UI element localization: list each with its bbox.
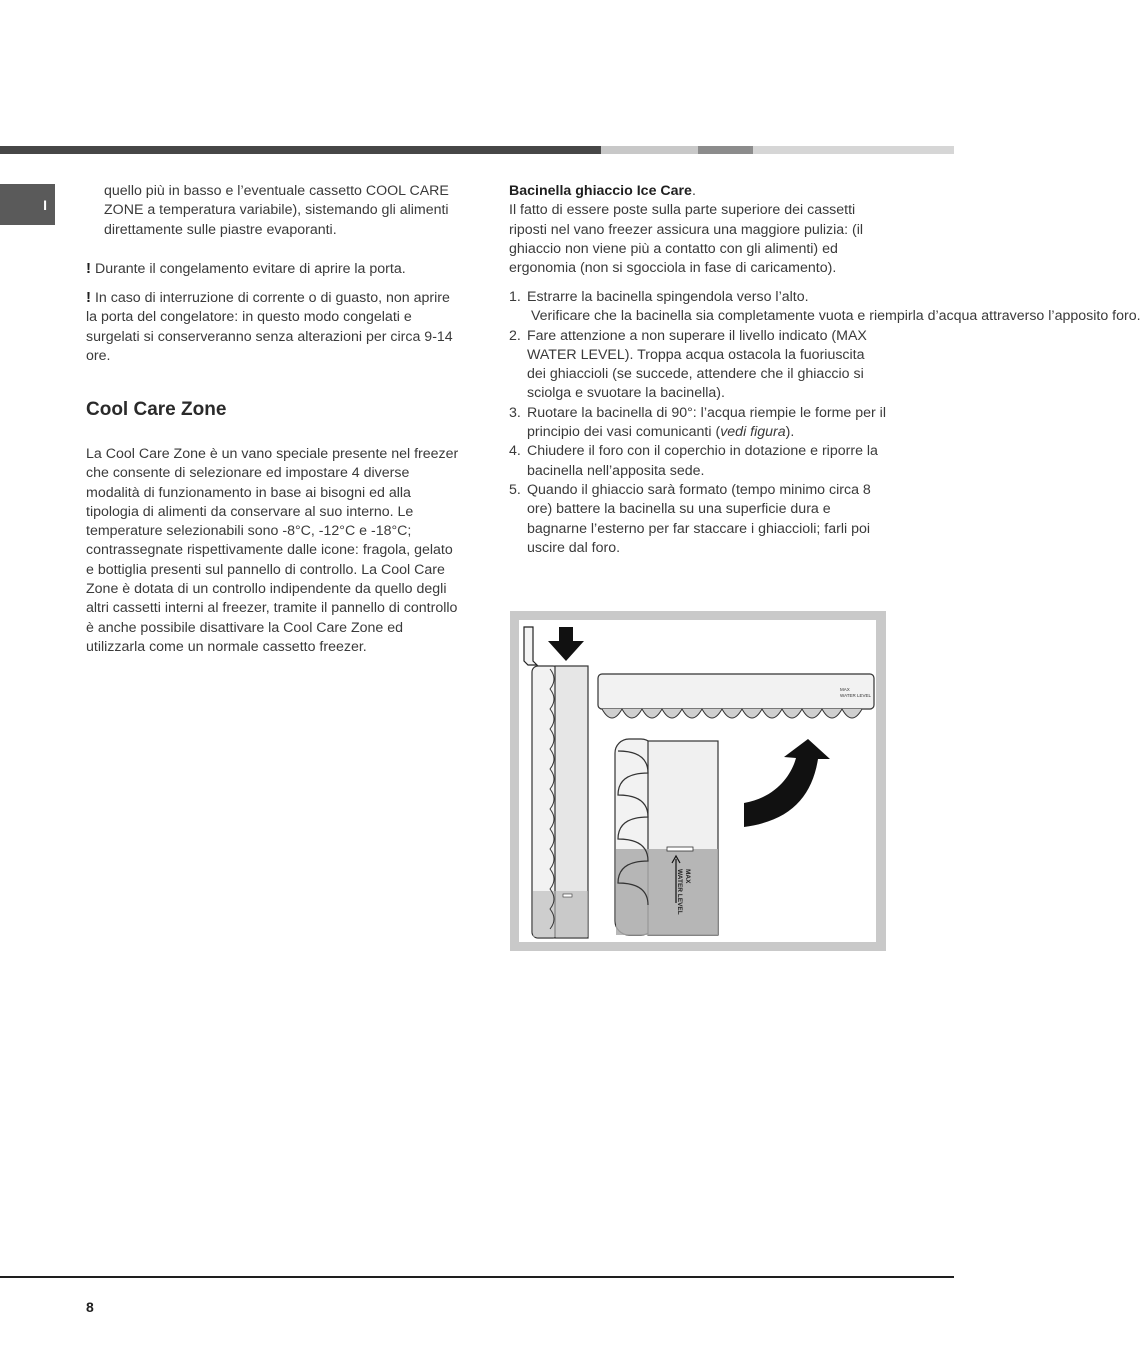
header-bar-light-end [753,146,954,154]
step-text: Estrarre la bacinella spingendola verso l’alto. [527,289,809,305]
language-tab [0,184,55,225]
step-number: 1. [509,289,521,305]
step-number: 5. [509,481,521,498]
step-number: 2. [509,327,521,344]
ice-tray-heading: Bacinella ghiaccio Ice Care [509,183,692,199]
section-body: La Cool Care Zone è un vano speciale presente nel freezer che consente di selezionare ed impostare 4 diverse modalità di funzionamento in base ai bisogni ed alla tipologia di alimenti da conservare al suo interno. Le temperature selezionabili sono -8°C, -12°C e -18°C; contrassegnate rispettivamente dalle icone: fragola, gelato e bottiglia presenti sul pannello di controllo. La Cool Care Zone è dotata di un controllo indipendente da quello degli altri cassetti interni al freezer, tramite il pannello di controllo è anche possibile disattivare la Cool Care Zone ed utilizzarla come un normale cassetto freezer. [86,446,459,655]
footer-rule [0,1276,954,1278]
warning-mark: ! [86,289,91,306]
warning-mark: ! [86,260,91,277]
warning-power-outage [86,288,464,366]
water-level-label-small: WATER LEVEL [840,693,872,698]
header-bar-dark [0,146,601,154]
list-item [509,327,887,404]
step-number: 4. [509,443,521,460]
language-tab-label: I [43,196,47,213]
ice-tray-heading-period: . [691,183,696,199]
horizontal-tray [598,674,874,718]
step-text: Chiudere il foro con il coperchio in dotazione e riporre la bacinella nell’apposita sede. [527,443,878,479]
ice-tray-intro [509,182,885,278]
step-text: Quando il ghiaccio sarà formato (tempo minimo circa 8 ore) battere la bacinella su una superficie dura e bagnarne l’esterno per far staccare i ghiaccioli; farli poi uscire dal foro. [527,481,871,556]
ice-tray-figure [510,611,886,951]
warning-power-outage-text: In caso di interruzione di corrente o di guasto, non aprire la porta del congelatore: in questo modo congelati e surgelati si conserveranno senza alterazioni per circa 9-14 ore. [86,290,453,364]
list-item [509,442,887,481]
max-label: MAX [684,869,691,884]
list-item [509,404,887,443]
step-text-continued: Verificare che la bacinella sia completamente vuota e riempirla d’acqua attraverso l’apposito foro. [527,308,1141,325]
list-item [509,288,1141,327]
steps-list [509,288,1141,558]
header-bar-mid [698,146,753,154]
water-level-label: WATER LEVEL [676,869,683,915]
step-text-italic: vedi figura [720,424,786,441]
page-number: 8 [86,1299,94,1315]
max-label-small: MAX [840,687,850,692]
vertical-tray-left [532,666,588,938]
list-item [509,481,887,558]
header-bar-light [601,146,698,154]
warning-freezing [86,259,466,279]
step-text: Ruotare la bacinella di 90°: l’acqua riempie le forme per il principio dei vasi comunicanti ( [527,404,886,441]
section-title: Cool Care Zone [86,399,227,420]
step-text-end: ). [785,424,795,441]
step-text: Fare attenzione a non superare il livello indicato (MAX WATER LEVEL). Troppa acqua ostacola la fuoriuscita dei ghiaccioli (se succede, attendere che il ghiaccio si sciolga e svuotare la bacinella). [527,327,867,402]
step-number: 3. [509,404,521,421]
vertical-tray-right [615,739,718,935]
warning-freezing-text: Durante il congelamento evitare di aprire la porta. [94,261,406,277]
intro-paragraph: quello più in basso e l’eventuale cassetto COOL CARE ZONE a temperatura variabile), sistemando gli alimenti direttamente sulle piastre evaporanti. [104,183,449,238]
ice-tray-intro-text: Il fatto di essere poste sulla parte superiore dei cassetti riposti nel vano freezer assicura una maggiore pulizia: (il ghiaccio non viene più a contatto con gli alimenti) ed ergonomia (non si sgocciola in fase di caricamento). [509,202,864,277]
ice-tray-illustration [510,611,886,951]
